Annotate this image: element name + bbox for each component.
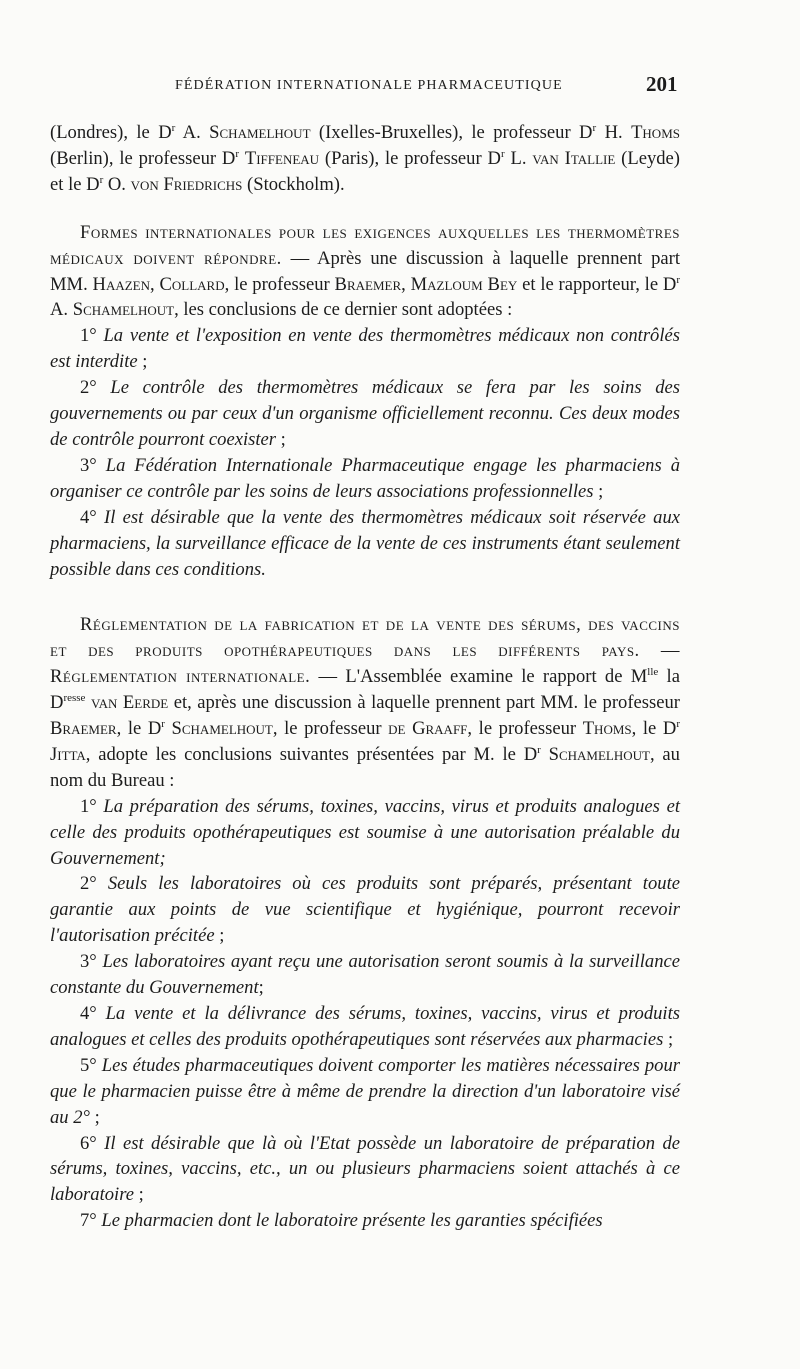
list-item: 6° Il est désirable que là où l'Etat possède un laboratoire de préparation de sérums, toxines, vaccins, etc., un ou plusieurs pharmaciens soient attachés à ce laboratoire ; xyxy=(50,1132,680,1206)
paragraph-committee-members: (Londres), le $D^r$ A. Schamelhout (Ixelles-Bruxelles), le professeur $D^r$ H. Thoms (Berlin), le professeur $D^r$ Tiffeneau (Paris), le professeur $D^r$ L. van Itallie (Leyde) et le $D^r$ O. von Friedrichs (Stockholm). xyxy=(50,121,680,195)
list-item: 3° Les laboratoires ayant reçu une autorisation seront soumis à la surveillance constante du Gouvernement; xyxy=(50,951,680,999)
section-heading-serums: Réglementation de la fabrication et de la vente des sérums, des vaccins et des produits opothérapeutiques dans les différents pays. — Réglementation internationale. xyxy=(50,614,680,688)
list-item: 3° La Fédération Internationale Pharmaceutique engage les pharmaciens à organiser ce contrôle par les soins de leurs associations professionnelles ; xyxy=(50,454,680,502)
section-thermometers-intro: Formes internationales pour les exigences auxquelles les thermomètres médicaux doivent répondre. — Après une discussion à laquelle prennent part MM. Haazen, Collard, le professeur Braemer, Mazloum Bey et le rapporteur, le $D^r$ A. Schamelhout, les conclusions de ce dernier sont adoptées : xyxy=(50,221,681,321)
list-item: 5° Les études pharmaceutiques doivent comporter les matières nécessaires pour que le pharmacien puisse être à même de prendre la direction d'un laboratoire visé au 2° ; xyxy=(50,1054,680,1128)
list-item: 1° La préparation des sérums, toxines, vaccins, virus et produits analogues et celle des produits opothérapeutiques est soumise à une autorisation préalable du Gouvernement; xyxy=(50,795,680,869)
section-heading-thermometers: Formes internationales pour les exigences auxquelles les thermomètres médicaux doivent répondre. xyxy=(50,221,680,269)
list-item: 4° La vente et la délivrance des sérums, toxines, vaccins, virus et produits analogues et celles des produits opothérapeutiques sont réservées aux pharmacies ; xyxy=(50,1003,680,1050)
list-item: 2° Le contrôle des thermomètres médicaux se fera par les soins des gouvernements ou par ceux d'un organisme officiellement reconnu. Ces deux modes de contrôle pourront coexister ; xyxy=(50,377,680,450)
list-item: 2° Seuls les laboratoires où ces produits sont préparés, présentant toute garantie aux points de vue scientifique et hygiénique, pourront recevoir l'autorisation précitée ; xyxy=(50,873,680,947)
section-serums-intro: Réglementation de la fabrication et de la vente des sérums, des vaccins et des produits opothérapeutiques dans les différents pays. — Réglementation internationale. — L'Assemblée examine le rapport de $M^{lle}$ la $D^{resse}$ van Eerde et, après une discussion à laquelle prennent part MM. le professeur Braemer, le $D^r$ Schamelhout, le professeur de Graaff, le professeur Thoms, le $D^r$ Jitta, adopte les conclusions suivantes présentées par M. le $D^r$ Schamelhout, au nom du Bureau : xyxy=(50,614,680,791)
list-item: 4° Il est désirable que la vente des thermomètres médicaux soit réservée aux pharmaciens, la surveillance efficace de la vente de ces instruments étant seulement possible dans ces conditions. xyxy=(50,506,680,580)
list-item: 1° La vente et l'exposition en vente des thermomètres médicaux non contrôlés est interdite ; xyxy=(50,325,681,373)
page-body xyxy=(50,120,680,1234)
page-number: 201 xyxy=(646,72,678,96)
list-item: 7° Le pharmacien dont le laboratoire présente les garanties spécifiées xyxy=(80,1210,603,1232)
running-title: FÉDÉRATION INTERNATIONALE PHARMACEUTIQUE xyxy=(175,78,563,93)
